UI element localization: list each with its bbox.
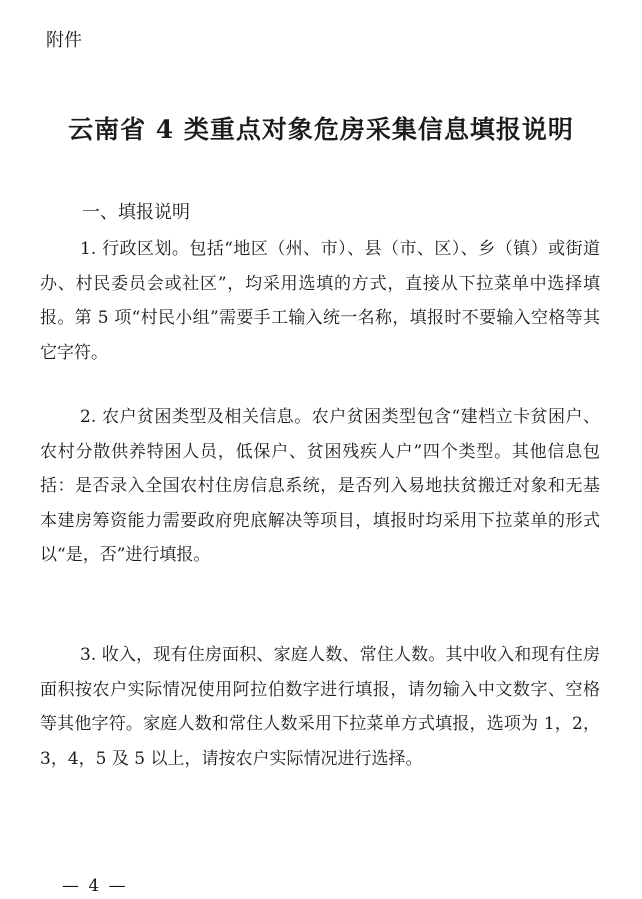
section-heading: 一、填报说明 <box>82 202 190 223</box>
paragraph-poverty-type: 2. 农户贫困类型及相关信息。农户贫困类型包含“建档立卡贫困户、农村分散供养特困人员，低保户、贫困残疾人户”四个类型。其他信息包括：是否录入全国农村住房信息系统，是否列入易地扶贫搬迁对象和无基本建房筹资能力需要政府兜底解决等项目，填报时均采用下拉菜单的形式以“是，否”进行填报。 <box>40 407 600 565</box>
document-title: 云南省 4 类重点对象危房采集信息填报说明 <box>68 115 574 144</box>
paragraph-income-housing: 3. 收入，现有住房面积、家庭人数、常住人数。其中收入和现有住房面积按农户实际情况使用阿拉伯数字进行填报，请勿输入中文数字、空格等其他字符。家庭人数和常住人数采用下拉菜单方式填报，选项为 1，2，3，4，5 及 5 以上，请按农户实际情况进行选择。 <box>40 645 600 769</box>
page-number: — 4 — <box>62 876 128 896</box>
paragraph-administrative-division: 1. 行政区划。包括“地区（州、市）、县（市、区）、乡（镇）或街道办、村民委员会或社区”，均采用选填的方式，直接从下拉菜单中选择填报。第 5 项“村民小组”需要手工输入统一名称，填报时不要输入空格等其它字符。 <box>40 239 600 363</box>
attachment-label: 附件 <box>46 30 82 51</box>
